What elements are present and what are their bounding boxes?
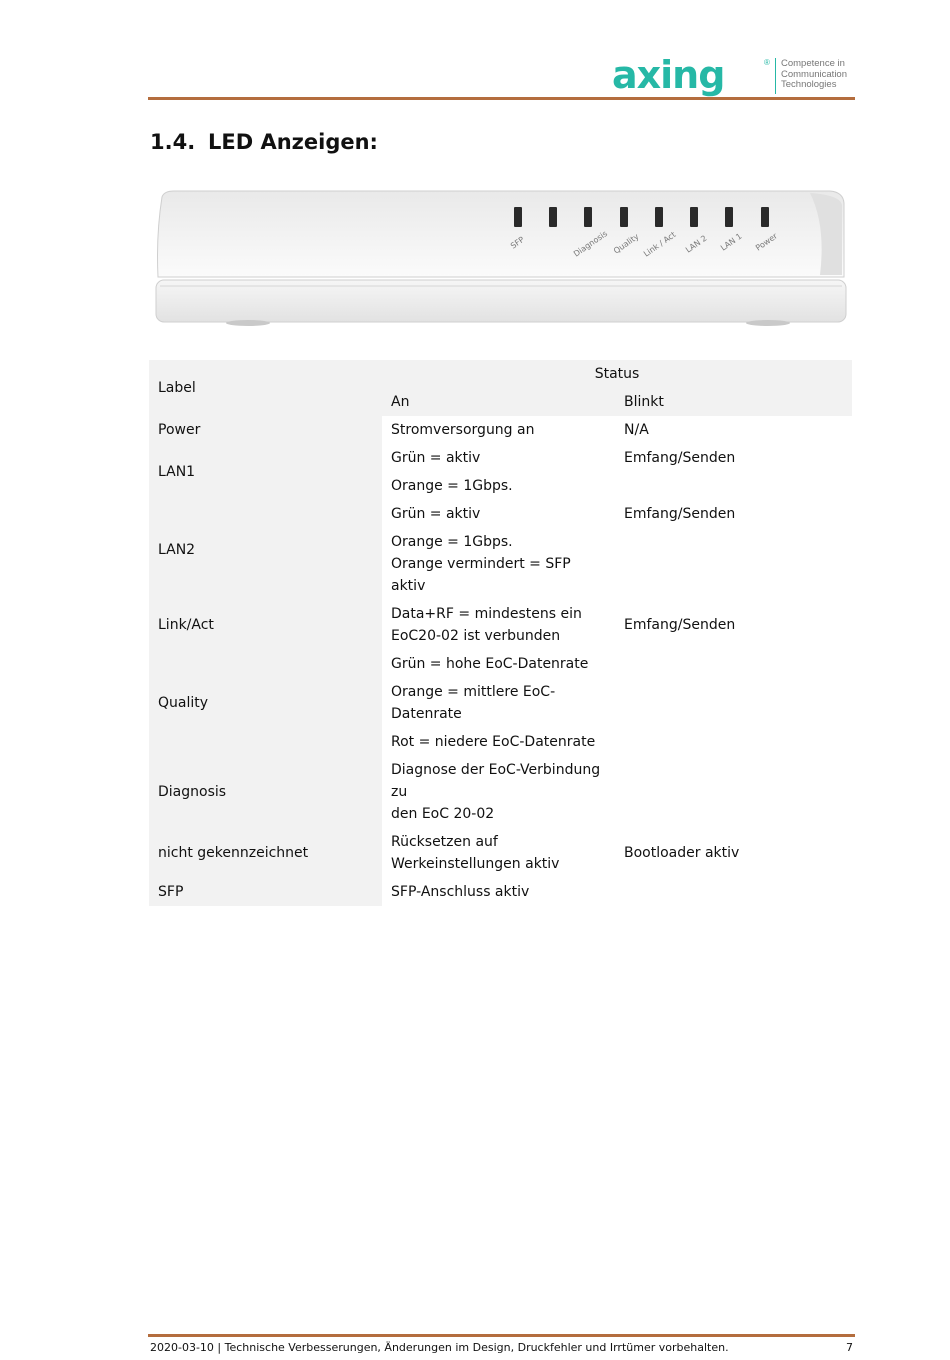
row-blinkt	[615, 678, 852, 728]
row-an-line: EoC20-02 ist verbunden	[391, 628, 561, 644]
row-an-line: Werkeinstellungen aktiv	[391, 856, 560, 872]
row-blinkt	[615, 878, 852, 906]
row-label: Diagnosis	[149, 756, 382, 828]
row-an: Orange = 1Gbps.	[391, 478, 513, 494]
row-blinkt	[615, 472, 852, 500]
row-blinkt	[615, 728, 852, 756]
footer-rule	[148, 1334, 855, 1337]
row-label: LAN1	[149, 444, 382, 500]
page-number: 7	[846, 1341, 853, 1354]
logo-wordmark: axing	[612, 53, 725, 97]
row-an	[382, 528, 615, 600]
logo-separator	[775, 58, 776, 94]
row-label: LAN2	[149, 500, 382, 600]
row-an	[382, 828, 615, 878]
header-label: Label	[149, 360, 382, 416]
row-an-line: Orange vermindert = SFP aktiv	[391, 556, 571, 594]
logo-registered-mark: ®	[764, 58, 770, 67]
row-blinkt: Emfang/Senden	[624, 506, 736, 522]
row-an	[382, 600, 615, 650]
row-blinkt: Emfang/Senden	[624, 617, 736, 633]
table-row	[149, 600, 852, 650]
header-an: An	[382, 388, 615, 416]
row-blinkt: N/A	[624, 422, 649, 438]
row-an-line: Data+RF = mindestens ein	[391, 606, 582, 622]
footer-disclaimer: 2020-03-10 | Technische Verbesserungen, Änderungen im Design, Druckfehler und Irrtümer vorbehalten.	[150, 1341, 729, 1354]
device-label-diagnosis: Diagnosis	[571, 228, 610, 259]
row-an: SFP-Anschluss aktiv	[391, 884, 530, 900]
table-row	[149, 828, 852, 878]
device-label-quality: Quality	[611, 231, 641, 256]
device-label-sfp: SFP	[508, 234, 527, 251]
row-an: Orange = mittlere EoC-Datenrate	[391, 684, 556, 722]
section-number: 1.4.	[150, 130, 196, 154]
row-label: Link/Act	[149, 600, 382, 650]
table-row	[149, 756, 852, 828]
row-blinkt: Bootloader aktiv	[624, 845, 740, 861]
tagline-line: Technologies	[781, 79, 837, 90]
row-blinkt: Emfang/Senden	[624, 450, 736, 466]
row-an: Stromversorgung an	[391, 422, 535, 438]
row-label: Power	[149, 416, 382, 444]
table-row	[149, 416, 852, 444]
row-blinkt	[615, 650, 852, 678]
row-label: nicht gekennzeichnet	[149, 828, 382, 878]
row-an: Grün = aktiv	[391, 450, 481, 466]
row-an: Grün = aktiv	[391, 506, 481, 522]
section-title: LED Anzeigen:	[208, 130, 378, 154]
row-an: Rot = niedere EoC-Datenrate	[391, 734, 596, 750]
device-label-link-act: Link / Act	[641, 230, 678, 259]
device-label-lan2: LAN 2	[683, 233, 709, 255]
row-blinkt	[615, 528, 852, 600]
device-label-power: Power	[753, 231, 779, 253]
device-front-image	[150, 185, 850, 330]
led-status-table	[149, 360, 852, 906]
table-row	[149, 650, 852, 678]
row-label: SFP	[149, 878, 382, 906]
logo-tagline	[781, 59, 847, 91]
section-heading	[150, 130, 378, 154]
tagline-line: Competence in	[781, 58, 845, 69]
header-rule	[148, 97, 855, 100]
row-an-line: Diagnose der EoC-Verbindung zu	[391, 762, 601, 800]
row-an-line: den EoC 20-02	[391, 806, 495, 822]
row-blinkt	[615, 756, 852, 828]
row-an: Grün = hohe EoC-Datenrate	[391, 656, 589, 672]
table-row	[149, 444, 852, 472]
axing-logo	[612, 53, 857, 98]
row-an-line: Orange = 1Gbps.	[391, 534, 513, 550]
row-label: Quality	[149, 650, 382, 756]
device-label-lan1: LAN 1	[718, 231, 744, 253]
header-blinkt: Blinkt	[615, 388, 852, 416]
row-an-line: Rücksetzen auf	[391, 834, 498, 850]
table-row	[149, 500, 852, 528]
table-row	[149, 878, 852, 906]
row-an	[382, 756, 615, 828]
header-status: Status	[382, 360, 852, 388]
table-header-row	[149, 360, 852, 388]
tagline-line: Communication	[781, 68, 847, 80]
